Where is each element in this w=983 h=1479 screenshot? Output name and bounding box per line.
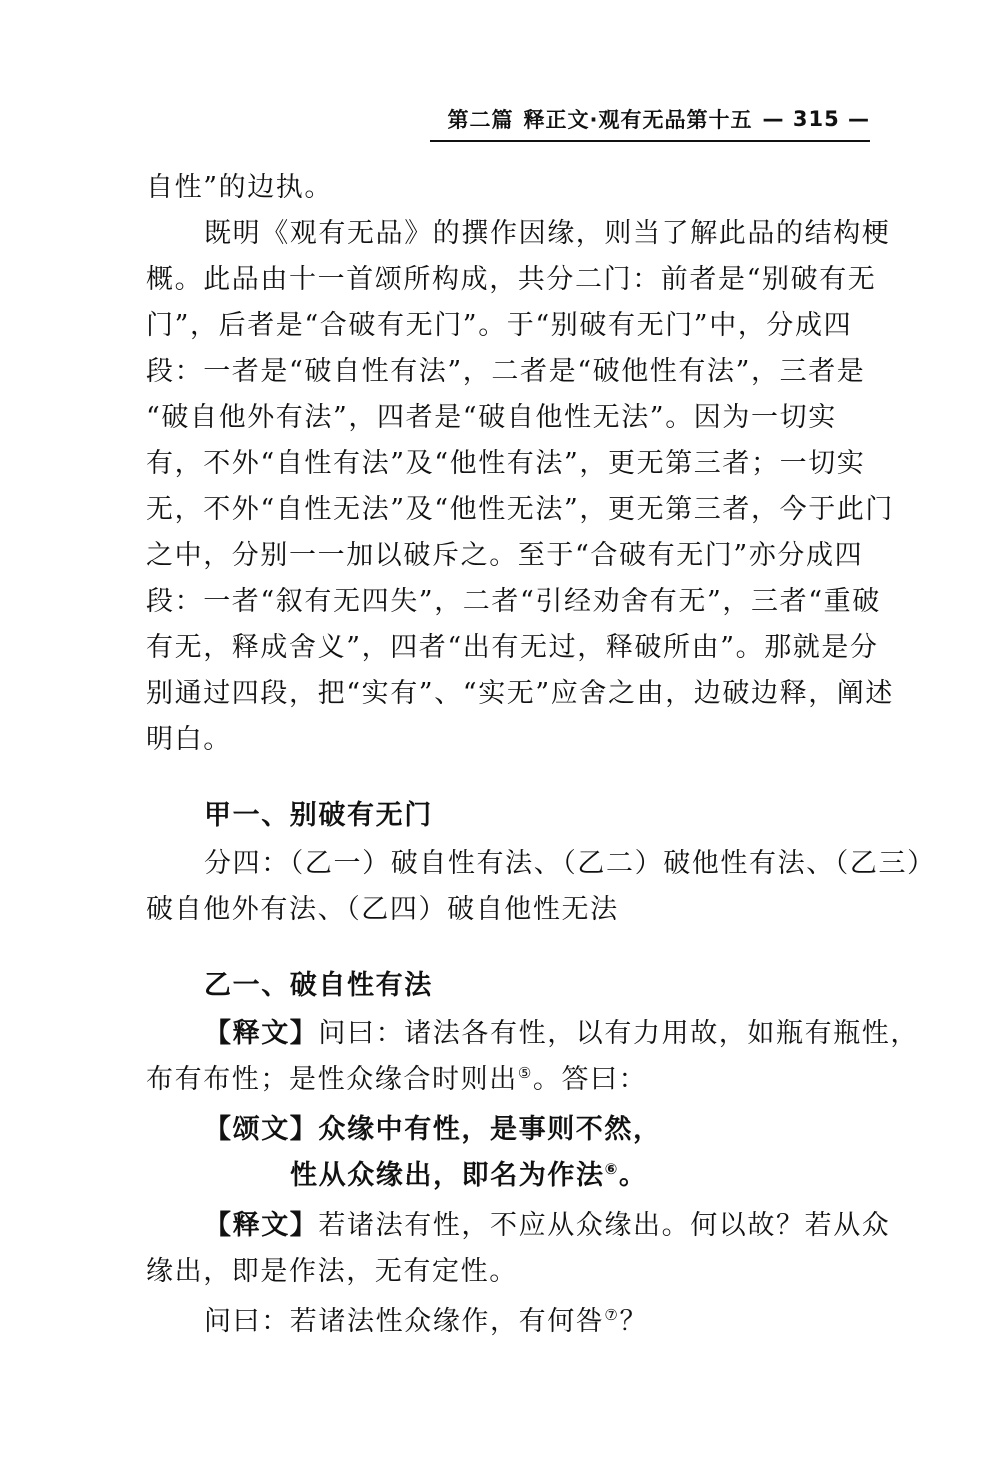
paragraph-line: “破自他外有法”，四者是“破自他性无法”。因为一切实	[146, 402, 837, 433]
footnote-marker: ⑥	[604, 1160, 619, 1178]
section-heading: 甲一、别破有无门	[204, 800, 433, 831]
paragraph-line: 既明《观有无品》的撰作因缘，则当了解此品的结构梗	[204, 218, 891, 249]
subsection-heading: 乙一、破自性有法	[204, 970, 433, 1001]
commentary-line: 缘出，即是作法，无有定性。	[146, 1256, 518, 1287]
footnote-marker: ⑦	[604, 1306, 620, 1324]
verse-line	[204, 1112, 983, 1148]
header-section: 第二篇	[447, 108, 514, 132]
commentary-tag: 【释文】	[204, 1018, 319, 1049]
footnote-marker: ⑤	[517, 1064, 533, 1082]
commentary-tag: 【释文】	[204, 1210, 319, 1241]
verse-text: 众缘中有性，是事则不然，	[318, 1114, 662, 1145]
paragraph-line: 之中，分别一一加以破斥之。至于“合破有无门”亦分成四	[146, 540, 864, 571]
paragraph-line: 有无，释成舍义”，四者“出有无过，释破所由”。那就是分	[146, 632, 879, 663]
commentary-line	[146, 1062, 983, 1098]
verse-text: 。	[618, 1160, 648, 1191]
commentary-line	[204, 1208, 983, 1244]
question-text: 问曰：若诸法性众缘作，有何咎	[204, 1306, 605, 1337]
paragraph-line: 别通过四段，把“实有”、“实无”应舍之由，边破边释，阐述	[146, 678, 895, 709]
verse-text: 性从众缘出，即名为作法	[290, 1160, 605, 1191]
commentary-text: 问曰：诸法各有性，以有力用故，如瓶有瓶性，	[318, 1018, 920, 1049]
paragraph-line: 无，不外“自性无法”及“他性无法”，更无第三者，今于此门	[146, 494, 895, 525]
paragraph-line: 有，不外“自性有法”及“他性有法”，更无第三者；一切实	[146, 448, 866, 479]
paragraph-line: 门”，后者是“合破有无门”。于“别破有无门”中，分成四	[146, 310, 853, 341]
header-page-number: — 315 —	[762, 107, 870, 131]
question-text: ？	[619, 1306, 649, 1337]
header-rule	[430, 140, 870, 142]
paragraph-line: 自性”的边执。	[146, 172, 334, 203]
paragraph-line: 破自他外有法、（乙四）破自他性无法	[146, 894, 619, 925]
question-line	[204, 1304, 983, 1340]
verse-tag: 【颂文】	[204, 1114, 319, 1145]
commentary-text: 若诸法有性，不应从众缘出。何以故？若从众	[318, 1210, 891, 1241]
running-header	[430, 104, 870, 134]
paragraph-line: 概。此品由十一首颂所构成，共分二门：前者是“别破有无	[146, 264, 877, 295]
commentary-text: 。答曰：	[532, 1064, 648, 1095]
verse-line	[290, 1158, 983, 1194]
paragraph-line: 分四：（乙一）破自性有法、（乙二）破他性有法、（乙三）	[204, 848, 936, 879]
commentary-text: 布有布性；是性众缘合时则出	[146, 1064, 518, 1095]
paragraph-line: 段：一者是“破自性有法”，二者是“破他性有法”，三者是	[146, 356, 866, 387]
commentary-line	[204, 1016, 983, 1052]
header-title: 释正文·观有无品第十五	[523, 108, 753, 132]
paragraph-line: 明白。	[146, 724, 232, 755]
paragraph-line: 段：一者“叙有无四失”，二者“引经劝舍有无”，三者“重破	[146, 586, 881, 617]
